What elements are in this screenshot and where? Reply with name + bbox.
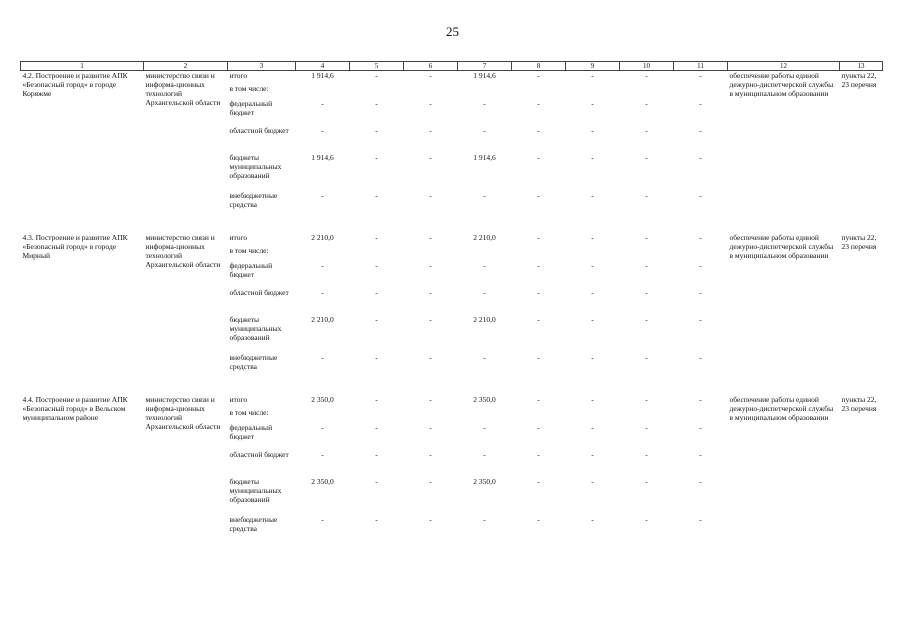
amount-cell: - bbox=[699, 315, 702, 324]
amount-cell: - bbox=[375, 315, 378, 324]
amount-cell: - bbox=[537, 261, 540, 270]
amount-cell: - bbox=[537, 99, 540, 108]
amount-cell: - bbox=[591, 233, 594, 242]
column-header: 5 bbox=[350, 62, 404, 71]
amount-cell: - bbox=[591, 288, 594, 297]
amount-cell: - bbox=[699, 353, 702, 362]
amount-cell: - bbox=[591, 353, 594, 362]
amount-cell: - bbox=[429, 233, 432, 242]
amount-cell: - bbox=[699, 126, 702, 135]
amount-cell: - bbox=[321, 450, 324, 459]
amount-cell: 2 210,0 bbox=[311, 233, 334, 242]
amount-cell: - bbox=[375, 233, 378, 242]
amount-cell bbox=[674, 246, 728, 261]
amount-cell: - bbox=[429, 191, 432, 200]
amount-cell: 2 350,0 bbox=[473, 395, 496, 404]
amount-cell bbox=[458, 246, 512, 261]
amount-cell: - bbox=[699, 233, 702, 242]
amount-cell: - bbox=[645, 315, 648, 324]
funding-source: итого bbox=[229, 233, 248, 242]
amount-cell: - bbox=[429, 423, 432, 432]
amount-cell: - bbox=[429, 153, 432, 162]
amount-cell bbox=[404, 84, 458, 99]
amount-cell: - bbox=[375, 515, 378, 524]
amount-cell: - bbox=[591, 477, 594, 486]
amount-cell: 2 350,0 bbox=[311, 477, 334, 486]
amount-cell: - bbox=[483, 515, 486, 524]
amount-cell bbox=[512, 408, 566, 423]
amount-cell: - bbox=[429, 315, 432, 324]
amount-cell: - bbox=[483, 423, 486, 432]
amount-cell: 2 210,0 bbox=[473, 233, 496, 242]
column-header: 10 bbox=[620, 62, 674, 71]
amount-cell: - bbox=[429, 395, 432, 404]
measure-title: 4.3. Построение и развитие АПК «Безопасный город» в городе Мирный bbox=[22, 233, 128, 260]
amount-cell bbox=[296, 408, 350, 423]
amount-cell: - bbox=[537, 191, 540, 200]
amount-cell: - bbox=[537, 71, 540, 80]
amount-cell: - bbox=[699, 288, 702, 297]
amount-cell: - bbox=[375, 423, 378, 432]
funding-source: федеральный бюджет bbox=[229, 99, 273, 117]
amount-cell bbox=[620, 84, 674, 99]
amount-cell: - bbox=[375, 126, 378, 135]
page-number: 25 bbox=[446, 24, 459, 39]
funding-source: областной бюджет bbox=[229, 288, 289, 297]
funding-source: внебюджетные средства bbox=[229, 353, 278, 371]
amount-cell: - bbox=[537, 477, 540, 486]
amount-cell: - bbox=[645, 99, 648, 108]
amount-cell: - bbox=[537, 450, 540, 459]
amount-cell: - bbox=[537, 126, 540, 135]
reference-points: пункты 22, 23 перечня bbox=[841, 233, 877, 251]
column-header: 7 bbox=[458, 62, 512, 71]
amount-cell: 2 350,0 bbox=[311, 395, 334, 404]
column-header: 3 bbox=[228, 62, 296, 71]
amount-cell bbox=[296, 84, 350, 99]
expected-result: обеспечение работы единой дежурно-диспетчерской службы в муниципальном образовании bbox=[729, 71, 834, 98]
amount-cell: - bbox=[645, 261, 648, 270]
amount-cell: - bbox=[645, 71, 648, 80]
amount-cell: - bbox=[429, 261, 432, 270]
expected-result: обеспечение работы единой дежурно-диспетчерской службы в муниципальном образовании bbox=[729, 233, 834, 260]
amount-cell bbox=[350, 84, 404, 99]
amount-cell: 1 914,6 bbox=[473, 71, 496, 80]
amount-cell bbox=[458, 408, 512, 423]
amount-cell: - bbox=[375, 191, 378, 200]
amount-cell: - bbox=[483, 450, 486, 459]
funding-source: внебюджетные средства bbox=[229, 191, 278, 209]
funding-source: областной бюджет bbox=[229, 126, 289, 135]
amount-cell: - bbox=[483, 99, 486, 108]
funding-source: областной бюджет bbox=[229, 450, 289, 459]
amount-cell: - bbox=[375, 395, 378, 404]
column-header: 2 bbox=[144, 62, 228, 71]
column-header: 12 bbox=[728, 62, 840, 71]
executor: министерство связи и информа-ционных технологий Архангельской области bbox=[145, 71, 221, 107]
amount-cell: - bbox=[375, 288, 378, 297]
column-header: 4 bbox=[296, 62, 350, 71]
funding-source: федеральный бюджет bbox=[229, 423, 273, 441]
amount-cell: 2 210,0 bbox=[311, 315, 334, 324]
amount-cell bbox=[350, 408, 404, 423]
section-spacer bbox=[21, 215, 883, 233]
amount-cell: - bbox=[321, 99, 324, 108]
table-row bbox=[21, 233, 883, 246]
funding-source: бюджеты муниципальных образований bbox=[229, 153, 282, 180]
amount-cell: - bbox=[429, 99, 432, 108]
amount-cell: - bbox=[537, 515, 540, 524]
amount-cell bbox=[566, 408, 620, 423]
amount-cell: - bbox=[591, 450, 594, 459]
amount-cell: - bbox=[375, 450, 378, 459]
funding-source: итого bbox=[229, 71, 248, 80]
amount-cell: - bbox=[483, 191, 486, 200]
amount-cell: - bbox=[699, 71, 702, 80]
amount-cell: - bbox=[699, 450, 702, 459]
amount-cell bbox=[458, 84, 512, 99]
amount-cell: - bbox=[537, 353, 540, 362]
funding-source: в том числе: bbox=[229, 246, 269, 255]
amount-cell: - bbox=[537, 315, 540, 324]
amount-cell: - bbox=[591, 126, 594, 135]
amount-cell: - bbox=[321, 515, 324, 524]
amount-cell: - bbox=[591, 515, 594, 524]
amount-cell: - bbox=[699, 423, 702, 432]
amount-cell: - bbox=[699, 191, 702, 200]
amount-cell bbox=[620, 246, 674, 261]
expected-result: обеспечение работы единой дежурно-диспетчерской службы в муниципальном образовании bbox=[729, 395, 834, 422]
funding-source: внебюджетные средства bbox=[229, 515, 278, 533]
column-header: 9 bbox=[566, 62, 620, 71]
amount-cell: - bbox=[375, 71, 378, 80]
amount-cell: 1 914,6 bbox=[311, 71, 334, 80]
amount-cell: - bbox=[537, 395, 540, 404]
amount-cell bbox=[620, 408, 674, 423]
amount-cell: - bbox=[429, 450, 432, 459]
amount-cell: - bbox=[645, 191, 648, 200]
amount-cell: - bbox=[591, 315, 594, 324]
amount-cell bbox=[404, 408, 458, 423]
amount-cell: - bbox=[591, 153, 594, 162]
column-header: 1 bbox=[21, 62, 144, 71]
amount-cell: - bbox=[645, 477, 648, 486]
amount-cell bbox=[296, 246, 350, 261]
amount-cell: - bbox=[591, 423, 594, 432]
amount-cell: - bbox=[429, 515, 432, 524]
column-header: 11 bbox=[674, 62, 728, 71]
amount-cell bbox=[674, 408, 728, 423]
funding-source: в том числе: bbox=[229, 408, 269, 417]
amount-cell: - bbox=[483, 261, 486, 270]
amount-cell: - bbox=[537, 153, 540, 162]
amount-cell: - bbox=[321, 353, 324, 362]
funding-source: федеральный бюджет bbox=[229, 261, 273, 279]
amount-cell: - bbox=[591, 261, 594, 270]
executor: министерство связи и информа-ционных технологий Архангельской области bbox=[145, 395, 221, 431]
budget-table bbox=[20, 61, 883, 539]
amount-cell: - bbox=[699, 153, 702, 162]
amount-cell: - bbox=[375, 153, 378, 162]
amount-cell: - bbox=[429, 126, 432, 135]
amount-cell: - bbox=[645, 288, 648, 297]
amount-cell: - bbox=[537, 288, 540, 297]
column-header-row bbox=[21, 62, 883, 71]
amount-cell: - bbox=[537, 233, 540, 242]
amount-cell bbox=[512, 246, 566, 261]
funding-source: итого bbox=[229, 395, 248, 404]
amount-cell bbox=[512, 84, 566, 99]
funding-source: бюджеты муниципальных образований bbox=[229, 477, 282, 504]
amount-cell: - bbox=[483, 288, 486, 297]
amount-cell: 1 914,6 bbox=[311, 153, 334, 162]
amount-cell: - bbox=[483, 353, 486, 362]
amount-cell: - bbox=[699, 395, 702, 404]
measure-title: 4.2. Построение и развитие АПК «Безопасный город» в городе Коряжме bbox=[22, 71, 128, 98]
amount-cell bbox=[404, 246, 458, 261]
budget-table-container bbox=[20, 61, 882, 539]
amount-cell: - bbox=[645, 233, 648, 242]
amount-cell: - bbox=[645, 126, 648, 135]
table-row bbox=[21, 395, 883, 408]
amount-cell bbox=[350, 246, 404, 261]
amount-cell: - bbox=[591, 395, 594, 404]
amount-cell: 1 914,6 bbox=[473, 153, 496, 162]
amount-cell: - bbox=[429, 477, 432, 486]
table-body bbox=[21, 71, 883, 540]
amount-cell: - bbox=[375, 353, 378, 362]
amount-cell: 2 350,0 bbox=[473, 477, 496, 486]
amount-cell: - bbox=[321, 261, 324, 270]
amount-cell: - bbox=[429, 353, 432, 362]
amount-cell: - bbox=[699, 515, 702, 524]
executor: министерство связи и информа-ционных технологий Архангельской области bbox=[145, 233, 221, 269]
amount-cell bbox=[566, 84, 620, 99]
table-row bbox=[21, 71, 883, 85]
reference-points: пункты 22, 23 перечня bbox=[841, 71, 877, 89]
amount-cell: - bbox=[591, 99, 594, 108]
funding-source: бюджеты муниципальных образований bbox=[229, 315, 282, 342]
amount-cell: - bbox=[645, 153, 648, 162]
amount-cell: - bbox=[321, 126, 324, 135]
amount-cell: - bbox=[591, 71, 594, 80]
column-header: 6 bbox=[404, 62, 458, 71]
amount-cell: - bbox=[645, 423, 648, 432]
amount-cell: - bbox=[375, 261, 378, 270]
measure-title: 4.4. Построение и развитие АПК «Безопасный город» в Вельском муниципальном районе bbox=[22, 395, 128, 422]
section-spacer bbox=[21, 377, 883, 395]
amount-cell: - bbox=[699, 261, 702, 270]
amount-cell: - bbox=[699, 99, 702, 108]
amount-cell: - bbox=[321, 288, 324, 297]
column-header: 13 bbox=[840, 62, 883, 71]
amount-cell: - bbox=[483, 126, 486, 135]
amount-cell: - bbox=[321, 191, 324, 200]
amount-cell bbox=[566, 246, 620, 261]
amount-cell: - bbox=[375, 99, 378, 108]
amount-cell: - bbox=[645, 395, 648, 404]
amount-cell: - bbox=[375, 477, 378, 486]
amount-cell: - bbox=[699, 477, 702, 486]
amount-cell: - bbox=[321, 423, 324, 432]
funding-source: в том числе: bbox=[229, 84, 269, 93]
amount-cell: - bbox=[429, 288, 432, 297]
amount-cell bbox=[674, 84, 728, 99]
amount-cell: - bbox=[537, 423, 540, 432]
amount-cell: 2 210,0 bbox=[473, 315, 496, 324]
column-header: 8 bbox=[512, 62, 566, 71]
reference-points: пункты 22, 23 перечня bbox=[841, 395, 877, 413]
amount-cell: - bbox=[429, 71, 432, 80]
amount-cell: - bbox=[591, 191, 594, 200]
amount-cell: - bbox=[645, 515, 648, 524]
amount-cell: - bbox=[645, 450, 648, 459]
amount-cell: - bbox=[645, 353, 648, 362]
